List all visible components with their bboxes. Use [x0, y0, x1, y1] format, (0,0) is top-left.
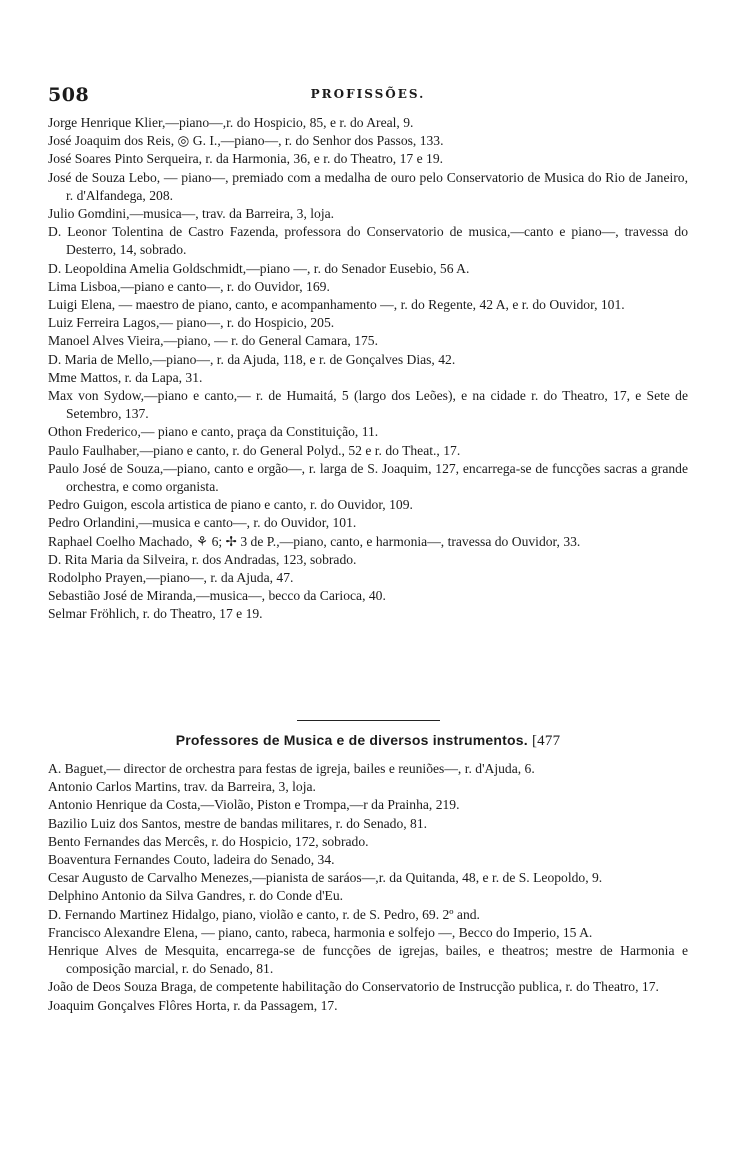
section-heading [48, 732, 688, 750]
directory-entry: Luigi Elena, — maestro de piano, canto, e acompanhamento —, r. do Regente, 42 A, e r. do Ouvidor, 101. [48, 297, 625, 313]
section-heading-text: Professores de Musica e de diversos instrumentos. [175, 732, 528, 748]
directory-entry: Francisco Alexandre Elena, — piano, canto, rabeca, harmonia e solfejo —, Becco do Imperio, 15 A. [48, 924, 593, 940]
directory-entry: Antonio Carlos Martins, trav. da Barreira, 3, loja. [48, 779, 316, 795]
music-teachers-list [48, 760, 688, 1015]
running-head-title: PROFISSÕES. [310, 87, 426, 101]
page-header [48, 84, 688, 108]
directory-entry: Henrique Alves de Mesquita, encarrega-se de funcções de igrejas, bailes, e theatros; mestre de Harmonia e composição marcial, r. do Senado, 81. [48, 943, 688, 977]
section-heading-number: [477 [531, 733, 561, 749]
directory-entry: Cesar Augusto de Carvalho Menezes,—pianista de saráos—,r. da Quitanda, 48, e r. de S. Leopoldo, 9. [48, 870, 603, 886]
directory-entry: João de Deos Souza Braga, de competente habilitação do Conservatorio de Instrucção publica, r. do Theatro, 17. [48, 979, 659, 995]
directory-entry: Pedro Orlandini,—musica e canto—, r. do Ouvidor, 101. [48, 515, 357, 531]
directory-entry: Raphael Coelho Machado, ⚘ 6; ✢ 3 de P.,—piano, canto, e harmonia—, travessa do Ouvidor, 33. [48, 533, 581, 549]
directory-entry: Max von Sydow,—piano e canto,— r. de Humaitá, 5 (largo dos Leões), e na cidade r. do Theatro, 17, e Sete de Setembro, 137. [48, 388, 688, 422]
directory-entry: Jorge Henrique Klier,—piano—,r. do Hospicio, 85, e r. do Areal, 9. [48, 115, 414, 130]
directory-entry: Joaquim Gonçalves Flôres Horta, r. da Passagem, 17. [48, 997, 338, 1013]
directory-entry: D. Leonor Tolentina de Castro Fazenda, professora do Conservatorio de musica,—canto e piano—, travessa do Desterro, 14, sobrado. [48, 224, 688, 258]
professions-list [48, 114, 688, 624]
directory-entry: Sebastião José de Miranda,—musica—, becco da Carioca, 40. [48, 588, 386, 604]
directory-entry: Manoel Alves Vieira,—piano, — r. do General Camara, 175. [48, 333, 379, 349]
directory-entry: Luiz Ferreira Lagos,— piano—, r. do Hospicio, 205. [48, 315, 335, 331]
directory-entry: Paulo Faulhaber,—piano e canto, r. do General Polyd., 52 e r. do Theat., 17. [48, 442, 461, 458]
directory-entry: Boaventura Fernandes Couto, ladeira do Senado, 34. [48, 852, 335, 868]
directory-entry: Mme Mattos, r. da Lapa, 31. [48, 369, 203, 385]
directory-entry: A. Baguet,— director de orchestra para festas de igreja, bailes e reuniões—, r. d'Ajuda, 6. [48, 761, 535, 776]
directory-entry: D. Rita Maria da Silveira, r. dos Andradas, 123, sobrado. [48, 551, 357, 567]
directory-entry: Antonio Henrique da Costa,—Violão, Piston e Trompa,—r da Prainha, 219. [48, 797, 460, 813]
directory-entry: Lima Lisboa,—piano e canto—, r. do Ouvidor, 169. [48, 278, 330, 294]
directory-entry: Bento Fernandes das Mercês, r. do Hospicio, 172, sobrado. [48, 833, 369, 849]
directory-entry: D. Fernando Martinez Hidalgo, piano, violão e canto, r. de S. Pedro, 69. 2º and. [48, 906, 480, 922]
directory-entry: Pedro Guigon, escola artistica de piano e canto, r. do Ouvidor, 109. [48, 497, 413, 513]
directory-entry: José de Souza Lebo, — piano—, premiado com a medalha de ouro pelo Conservatorio de Musica do Rio de Janeiro, r. d'Alfandega, 208. [48, 169, 688, 203]
directory-entry: José Joaquim dos Reis, ◎ G. I.,—piano—, r. do Senhor dos Passos, 133. [48, 133, 444, 149]
directory-entry: Julio Gomdini,—musica—, trav. da Barreira, 3, loja. [48, 206, 335, 222]
directory-entry: Bazilio Luiz dos Santos, mestre de bandas militares, r. do Senado, 81. [48, 815, 428, 831]
page-number: 508 [48, 84, 90, 106]
directory-entry: Selmar Fröhlich, r. do Theatro, 17 e 19. [48, 606, 263, 622]
directory-entry: Delphino Antonio da Silva Gandres, r. do Conde d'Eu. [48, 888, 344, 904]
directory-entry: Paulo José de Souza,—piano, canto e orgão—, r. larga de S. Joaquim, 127, encarrega-se de funcções sacras a grande orchestra, e como organista. [48, 460, 688, 495]
directory-entry: José Soares Pinto Serqueira, r. da Harmonia, 36, e r. do Theatro, 17 e 19. [48, 151, 444, 167]
directory-entry: Othon Frederico,— piano e canto, praça da Constituição, 11. [48, 424, 379, 440]
directory-entry: D. Leopoldina Amelia Goldschmidt,—piano —, r. do Senador Eusebio, 56 A. [48, 260, 470, 276]
directory-entry: Rodolpho Prayen,—piano—, r. da Ajuda, 47. [48, 570, 294, 586]
section-divider [297, 720, 440, 721]
directory-entry: D. Maria de Mello,—piano—, r. da Ajuda, 118, e r. de Gonçalves Dias, 42. [48, 351, 456, 367]
